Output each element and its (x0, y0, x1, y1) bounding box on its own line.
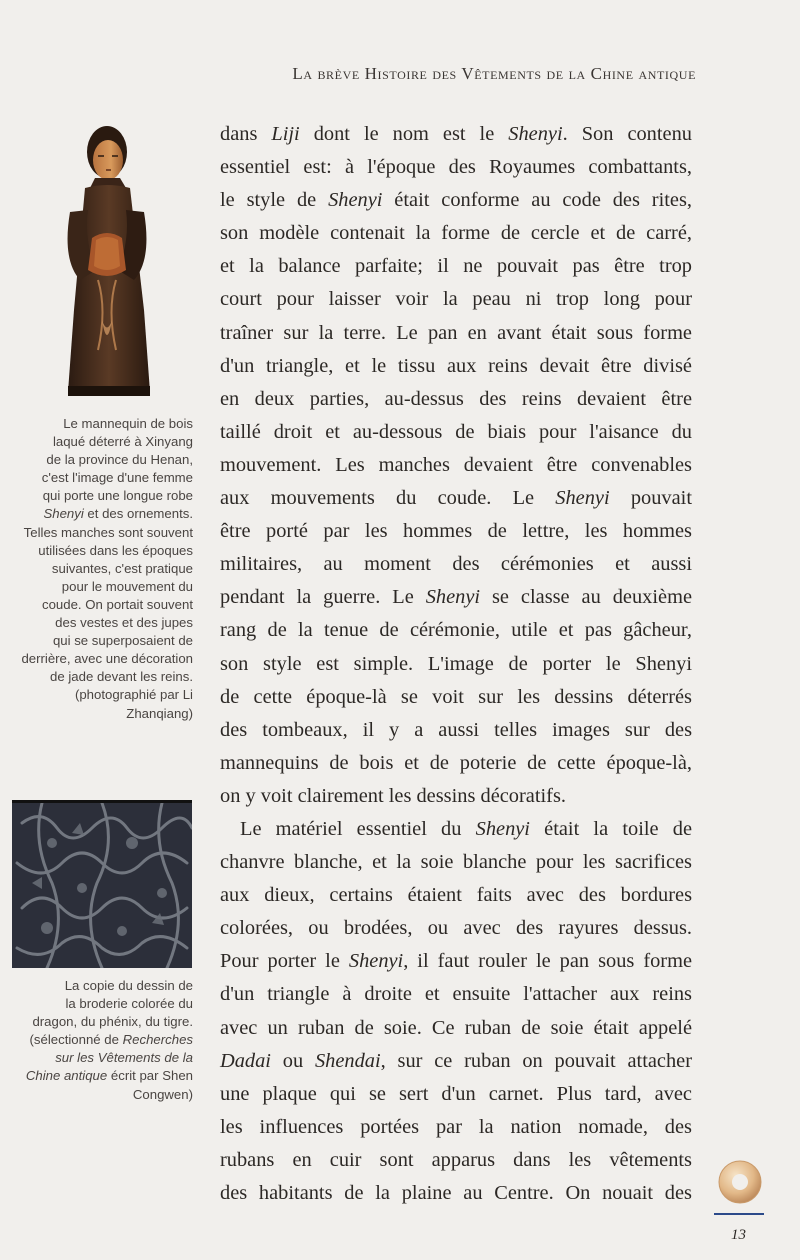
italic-term: Recherches (122, 1032, 193, 1048)
body-line: des habitants de la plaine au Centre. On nouait des (220, 1182, 692, 1204)
body-line: mouvement. Les manches devaient être convenables (220, 453, 692, 476)
body-line: Dadai ou Shendai, sur ce ruban on pouvait attacher (220, 1049, 692, 1072)
body-line: les influences portées par la nation nomade, des (220, 1115, 692, 1138)
caption-line: de jade devant les reins. (50, 669, 193, 685)
body-line: on y voit clairement les dessins décoratifs. (220, 784, 566, 807)
italic-term: Shenyi (555, 487, 610, 510)
body-line: pendant la guerre. Le Shenyi se classe au deuxième (220, 586, 692, 609)
page-number: 13 (731, 1227, 746, 1243)
body-line: Le matériel essentiel du Shenyi était la toile de (240, 817, 692, 840)
wooden-figurine-photo (40, 120, 175, 402)
embroidery-pattern-image (12, 800, 192, 968)
caption-line: derrière, avec une décoration (21, 651, 193, 667)
italic-term: Shendai (314, 1049, 381, 1072)
body-line: être porté par les hommes de lettre, les hommes (220, 520, 692, 543)
caption-line: Chine antique écrit par Shen (25, 1068, 193, 1084)
main-text-column (220, 118, 692, 1210)
body-line: traîner sur la terre. Le pan en avant était sous forme (220, 321, 692, 344)
caption-line (8, 1049, 193, 1067)
italic-term: sur les Vêtements de la (55, 1050, 193, 1066)
caption-line: qui se superposaient de (52, 633, 193, 649)
italic-term: Liji (271, 123, 300, 145)
italic-term: Shenyi (475, 817, 530, 840)
caption-line: qui porte une longue robe (42, 488, 193, 504)
caption-line: laqué déterré à Xinyang (52, 434, 193, 450)
body-line: son style est simple. L'image de porter le Shenyi (220, 652, 692, 675)
body-line: des tombeaux, il y a aussi telles images sur des (220, 718, 692, 741)
body-line: avec un ruban de soie. Ce ruban de soie était appelé (220, 1016, 692, 1039)
body-line: de cette époque-là se voit sur les dessins déterrés (220, 685, 692, 708)
body-line: rang de la tenue de cérémonie, utile et pas gâcheur, (220, 619, 692, 642)
caption-line: Telles manches sont souvent (23, 524, 193, 540)
caption-line: suivantes, c'est pratique (51, 560, 193, 576)
caption-line: coude. On portait souvent (41, 596, 193, 612)
caption-line: dragon, du phénix, du tigre. (32, 1014, 193, 1030)
body-line: Pour porter le Shenyi, il faut rouler le pan sous forme (220, 950, 693, 973)
caption-line: Shenyi et des ornements. (43, 506, 193, 522)
running-head: La brève Histoire des Vêtements de la Chine antique (292, 64, 696, 83)
body-line: dans Liji dont le nom est le Shenyi. Son contenu (220, 123, 692, 145)
body-line: aux mouvements du coude. Le Shenyi pouvait (220, 487, 692, 510)
caption-line: Zhanqiang) (126, 705, 193, 721)
caption-line: La copie du dessin de (64, 978, 193, 993)
body-line: colorées, ou brodées, ou avec des rayures dessus. (220, 917, 692, 940)
body-line: et la balance parfaite; il ne pouvait pas être trop (220, 255, 692, 278)
body-line: mannequins de bois et de poterie de cette époque-là, (220, 751, 692, 774)
body-line: rubans en cuir sont apparus dans les vêtements (220, 1148, 692, 1171)
figure-caption-2 (8, 977, 193, 1104)
body-line: d'un triangle à droite et ensuite l'attacher aux reins (220, 983, 692, 1006)
caption-line: (sélectionné de Recherches (29, 1032, 193, 1048)
body-line: en deux parties, au-dessus des reins devaient être (220, 387, 692, 410)
body-line: taillé droit et au-dessous de biais pour l'aisance du (220, 420, 692, 443)
italic-term: Dadai (220, 1049, 271, 1072)
caption-line: Congwen) (132, 1086, 193, 1102)
caption-line: c'est l'image d'une femme (41, 470, 193, 486)
caption-line: des vestes et des jupes (55, 615, 193, 631)
body-line: chanvre blanche, et la soie blanche pour les sacrifices (220, 851, 692, 874)
caption-line: Le mannequin de bois (63, 416, 193, 431)
body-line: son modèle contenait la forme de cercle et de carré, (220, 222, 692, 245)
italic-term: Shenyi (348, 950, 404, 973)
caption-line: de la province du Henan, (46, 452, 193, 468)
page-number-rule (714, 1213, 764, 1215)
caption-line: (photographié par Li (74, 687, 193, 703)
figure-caption-1 (8, 415, 193, 723)
body-line: d'un triangle, et le tissu aux reins devait être divisé (220, 354, 692, 377)
italic-term: Chine antique (25, 1068, 108, 1084)
body-line: le style de Shenyi était conforme au code des rites, (220, 189, 692, 212)
caption-line: pour le mouvement du (61, 578, 193, 594)
body-line: militaires, au moment des cérémonies et aussi (220, 553, 692, 576)
body-line: court pour laisser voir la peau ni trop long pour (220, 288, 692, 311)
caption-line: utilisées dans les époques (38, 542, 193, 558)
body-line: une plaque qui se sert d'un carnet. Plus tard, avec (220, 1082, 692, 1105)
italic-term: Shenyi (508, 123, 563, 145)
italic-term: Shenyi (425, 586, 481, 609)
body-line: essentiel est: à l'époque des Royaumes combattants, (220, 156, 692, 179)
italic-term: Shenyi (43, 506, 84, 522)
italic-term: Shenyi (328, 189, 383, 212)
caption-line: la broderie colorée du (65, 996, 193, 1012)
jade-disc-ornament-icon (716, 1158, 764, 1206)
body-line: aux dieux, certains étaient faits avec des bordures (220, 884, 692, 907)
